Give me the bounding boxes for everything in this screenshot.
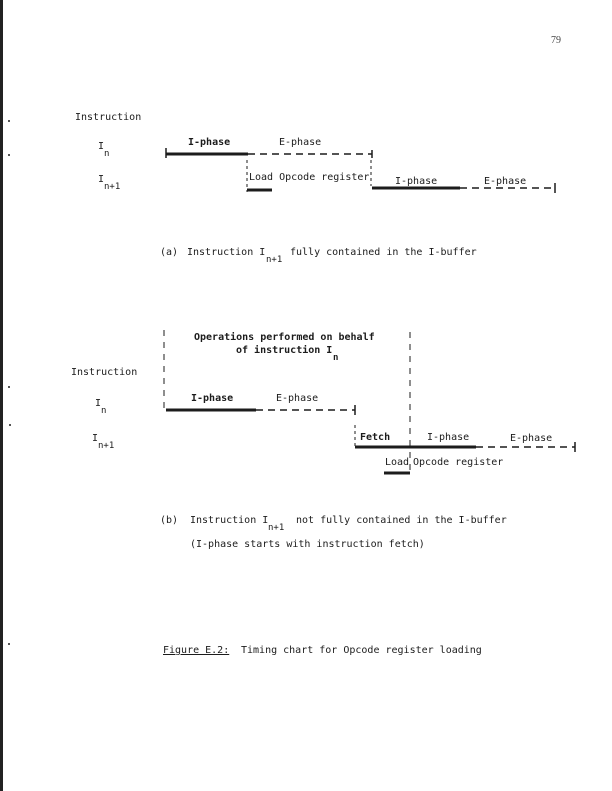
figure-label: Figure E.2: bbox=[163, 645, 230, 656]
b-caption-sub: n+1 bbox=[268, 523, 285, 533]
a-caption-label: (a) bbox=[160, 247, 179, 258]
a-in-ephase-label: E-phase bbox=[279, 137, 322, 148]
a-load-opcode-label: Load Opcode register bbox=[249, 172, 370, 183]
a-in1-iphase-label: I-phase bbox=[395, 176, 438, 187]
a-in-iphase-label: I-phase bbox=[188, 137, 231, 148]
figure-title: Timing chart for Opcode register loading bbox=[241, 645, 482, 656]
a-row-in-label: I bbox=[98, 141, 105, 152]
b-caption-pre: Instruction I bbox=[190, 515, 269, 526]
b-row-in1-sub: n+1 bbox=[98, 441, 115, 451]
b-row-in-label: I bbox=[95, 398, 102, 409]
a-row-in-sub: n bbox=[104, 149, 110, 159]
a-caption-sub: n+1 bbox=[266, 255, 283, 265]
page-number: 79 bbox=[551, 35, 561, 46]
b-caption-label: (b) bbox=[160, 515, 179, 526]
b-in-ephase-label: E-phase bbox=[276, 393, 319, 404]
a-row-in1-sub: n+1 bbox=[104, 182, 121, 192]
b-row-in1-label: I bbox=[92, 433, 99, 444]
b-caption-post: not fully contained in the I-buffer bbox=[296, 515, 507, 526]
b-in-iphase-label: I-phase bbox=[191, 393, 234, 404]
b-ops-line1: Operations performed on behalf bbox=[194, 332, 375, 343]
b-caption-line2: (I-phase starts with instruction fetch) bbox=[190, 539, 425, 550]
b-instruction-heading: Instruction bbox=[71, 367, 138, 378]
a-caption-pre: Instruction I bbox=[187, 247, 266, 258]
a-row-in1-label: I bbox=[98, 174, 105, 185]
b-fetch-label: Fetch bbox=[360, 432, 391, 443]
b-load-label: Load bbox=[385, 457, 410, 468]
b-ops-sub: n bbox=[333, 353, 339, 363]
b-opcode-register-label: Opcode register bbox=[413, 457, 504, 468]
b-in1-iphase-label: I-phase bbox=[427, 432, 470, 443]
b-ops-line2: of instruction I bbox=[236, 345, 333, 356]
a-in1-ephase-label: E-phase bbox=[484, 176, 527, 187]
a-instruction-heading: Instruction bbox=[75, 112, 142, 123]
a-caption-post: fully contained in the I-buffer bbox=[290, 247, 477, 258]
b-row-in-sub: n bbox=[101, 406, 107, 416]
b-in1-ephase-label: E-phase bbox=[510, 433, 553, 444]
